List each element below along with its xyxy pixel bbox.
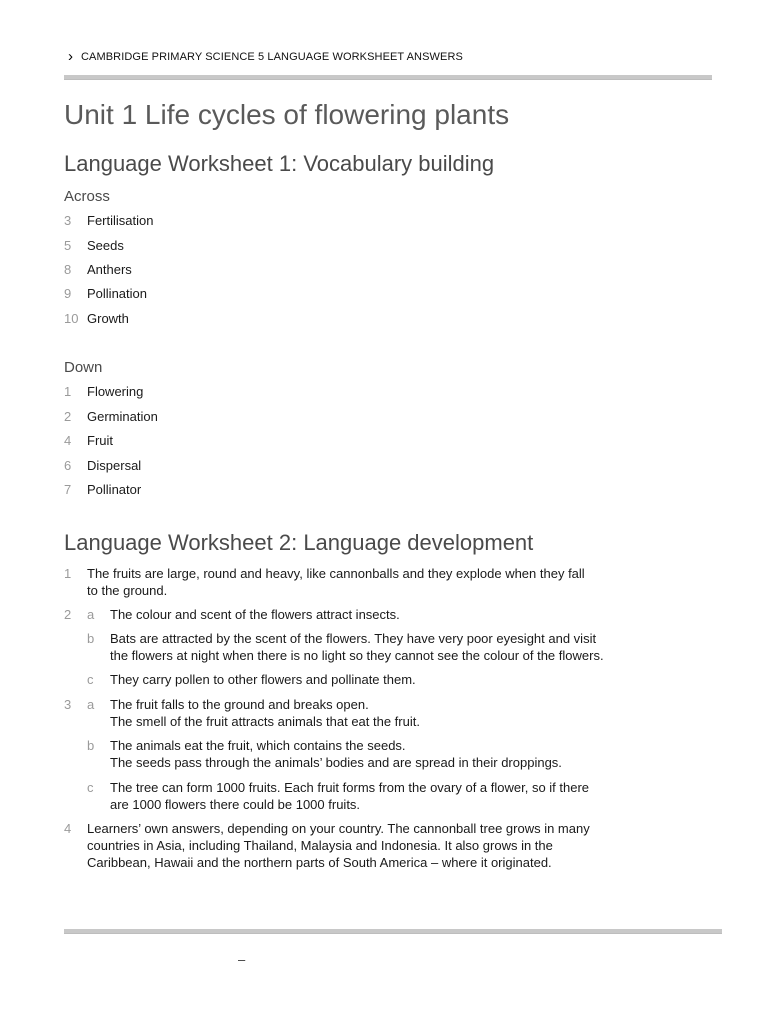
down-item-number: 1: [64, 384, 72, 399]
down-item-number: 4: [64, 433, 72, 448]
down-item-answer: Germination: [87, 409, 158, 424]
across-item-number: 5: [64, 238, 72, 253]
down-item-answer: Pollinator: [87, 482, 142, 497]
sub-answer-letter: a: [87, 697, 95, 712]
answer-text: They carry pollen to other flowers and pollinate them.: [110, 672, 416, 687]
across-item-number: 3: [64, 213, 72, 228]
answer-text: Learners’ own answers, depending on your country. The cannonball tree grows in many countries in Asia, including Thailand, Malaysia and Indonesia. It also grows in the Caribbean, Hawaii and the northern parts of South America – where it originated.: [87, 821, 590, 870]
down-item-number: 6: [64, 458, 72, 473]
page-title: Unit 1 Life cycles of flowering plants: [64, 99, 510, 130]
across-item-answer: Seeds: [87, 238, 124, 253]
running-header-text: CAMBRIDGE PRIMARY SCIENCE 5 LANGUAGE WORKSHEET ANSWERS: [81, 51, 463, 63]
down-item-number: 2: [64, 409, 72, 424]
question-number: 3: [64, 697, 72, 712]
sub-answer-letter: b: [87, 631, 95, 646]
down-item-answer: Flowering: [87, 384, 144, 399]
across-item-number: 10: [64, 311, 79, 326]
running-header: [68, 50, 463, 64]
across-heading: Across: [64, 188, 110, 205]
answer-text: Bats are attracted by the scent of the flowers. They have very poor eyesight and visit the flowers at night when there is no light so they cannot see the colour of the flowers.: [110, 631, 604, 663]
header-divider: [64, 75, 712, 80]
footer-mark: –: [238, 952, 246, 967]
down-heading: Down: [64, 359, 103, 376]
sub-answer-letter: a: [87, 607, 95, 622]
answer-text: The tree can form 1000 fruits. Each fruit forms from the ovary of a flower, so if there are 1000 flowers there could be 1000 fruits.: [110, 780, 590, 812]
across-item-number: 9: [64, 286, 72, 301]
answer-text: The fruit falls to the ground and breaks open. The smell of the fruit attracts animals that eat the fruit.: [110, 697, 420, 729]
sub-answer-letter: c: [87, 672, 94, 687]
answer-text: The fruits are large, round and heavy, like cannonballs and they explode when they fall to the ground.: [87, 566, 585, 598]
across-item-answer: Anthers: [87, 262, 132, 277]
answer-text: The animals eat the fruit, which contains the seeds. The seeds pass through the animals’ bodies and are spread in their droppings.: [110, 738, 562, 770]
across-item-number: 8: [64, 262, 72, 277]
answer-text: The colour and scent of the flowers attract insects.: [110, 607, 400, 622]
footer-divider: [64, 929, 722, 934]
worksheet1-title: Language Worksheet 1: Vocabulary building: [64, 151, 495, 176]
down-item-answer: Dispersal: [87, 458, 142, 473]
question-number: 2: [64, 607, 72, 622]
down-item-number: 7: [64, 482, 72, 497]
down-item-answer: Fruit: [87, 433, 113, 448]
sub-answer-letter: c: [87, 780, 94, 795]
question-number: 1: [64, 566, 72, 581]
across-item-answer: Pollination: [87, 286, 147, 301]
sub-answer-letter: b: [87, 738, 95, 753]
across-item-answer: Fertilisation: [87, 213, 154, 228]
worksheet2-title: Language Worksheet 2: Language development: [64, 530, 534, 555]
across-item-answer: Growth: [87, 311, 129, 326]
question-number: 4: [64, 821, 72, 836]
chevron-right-icon: ›: [68, 48, 74, 65]
